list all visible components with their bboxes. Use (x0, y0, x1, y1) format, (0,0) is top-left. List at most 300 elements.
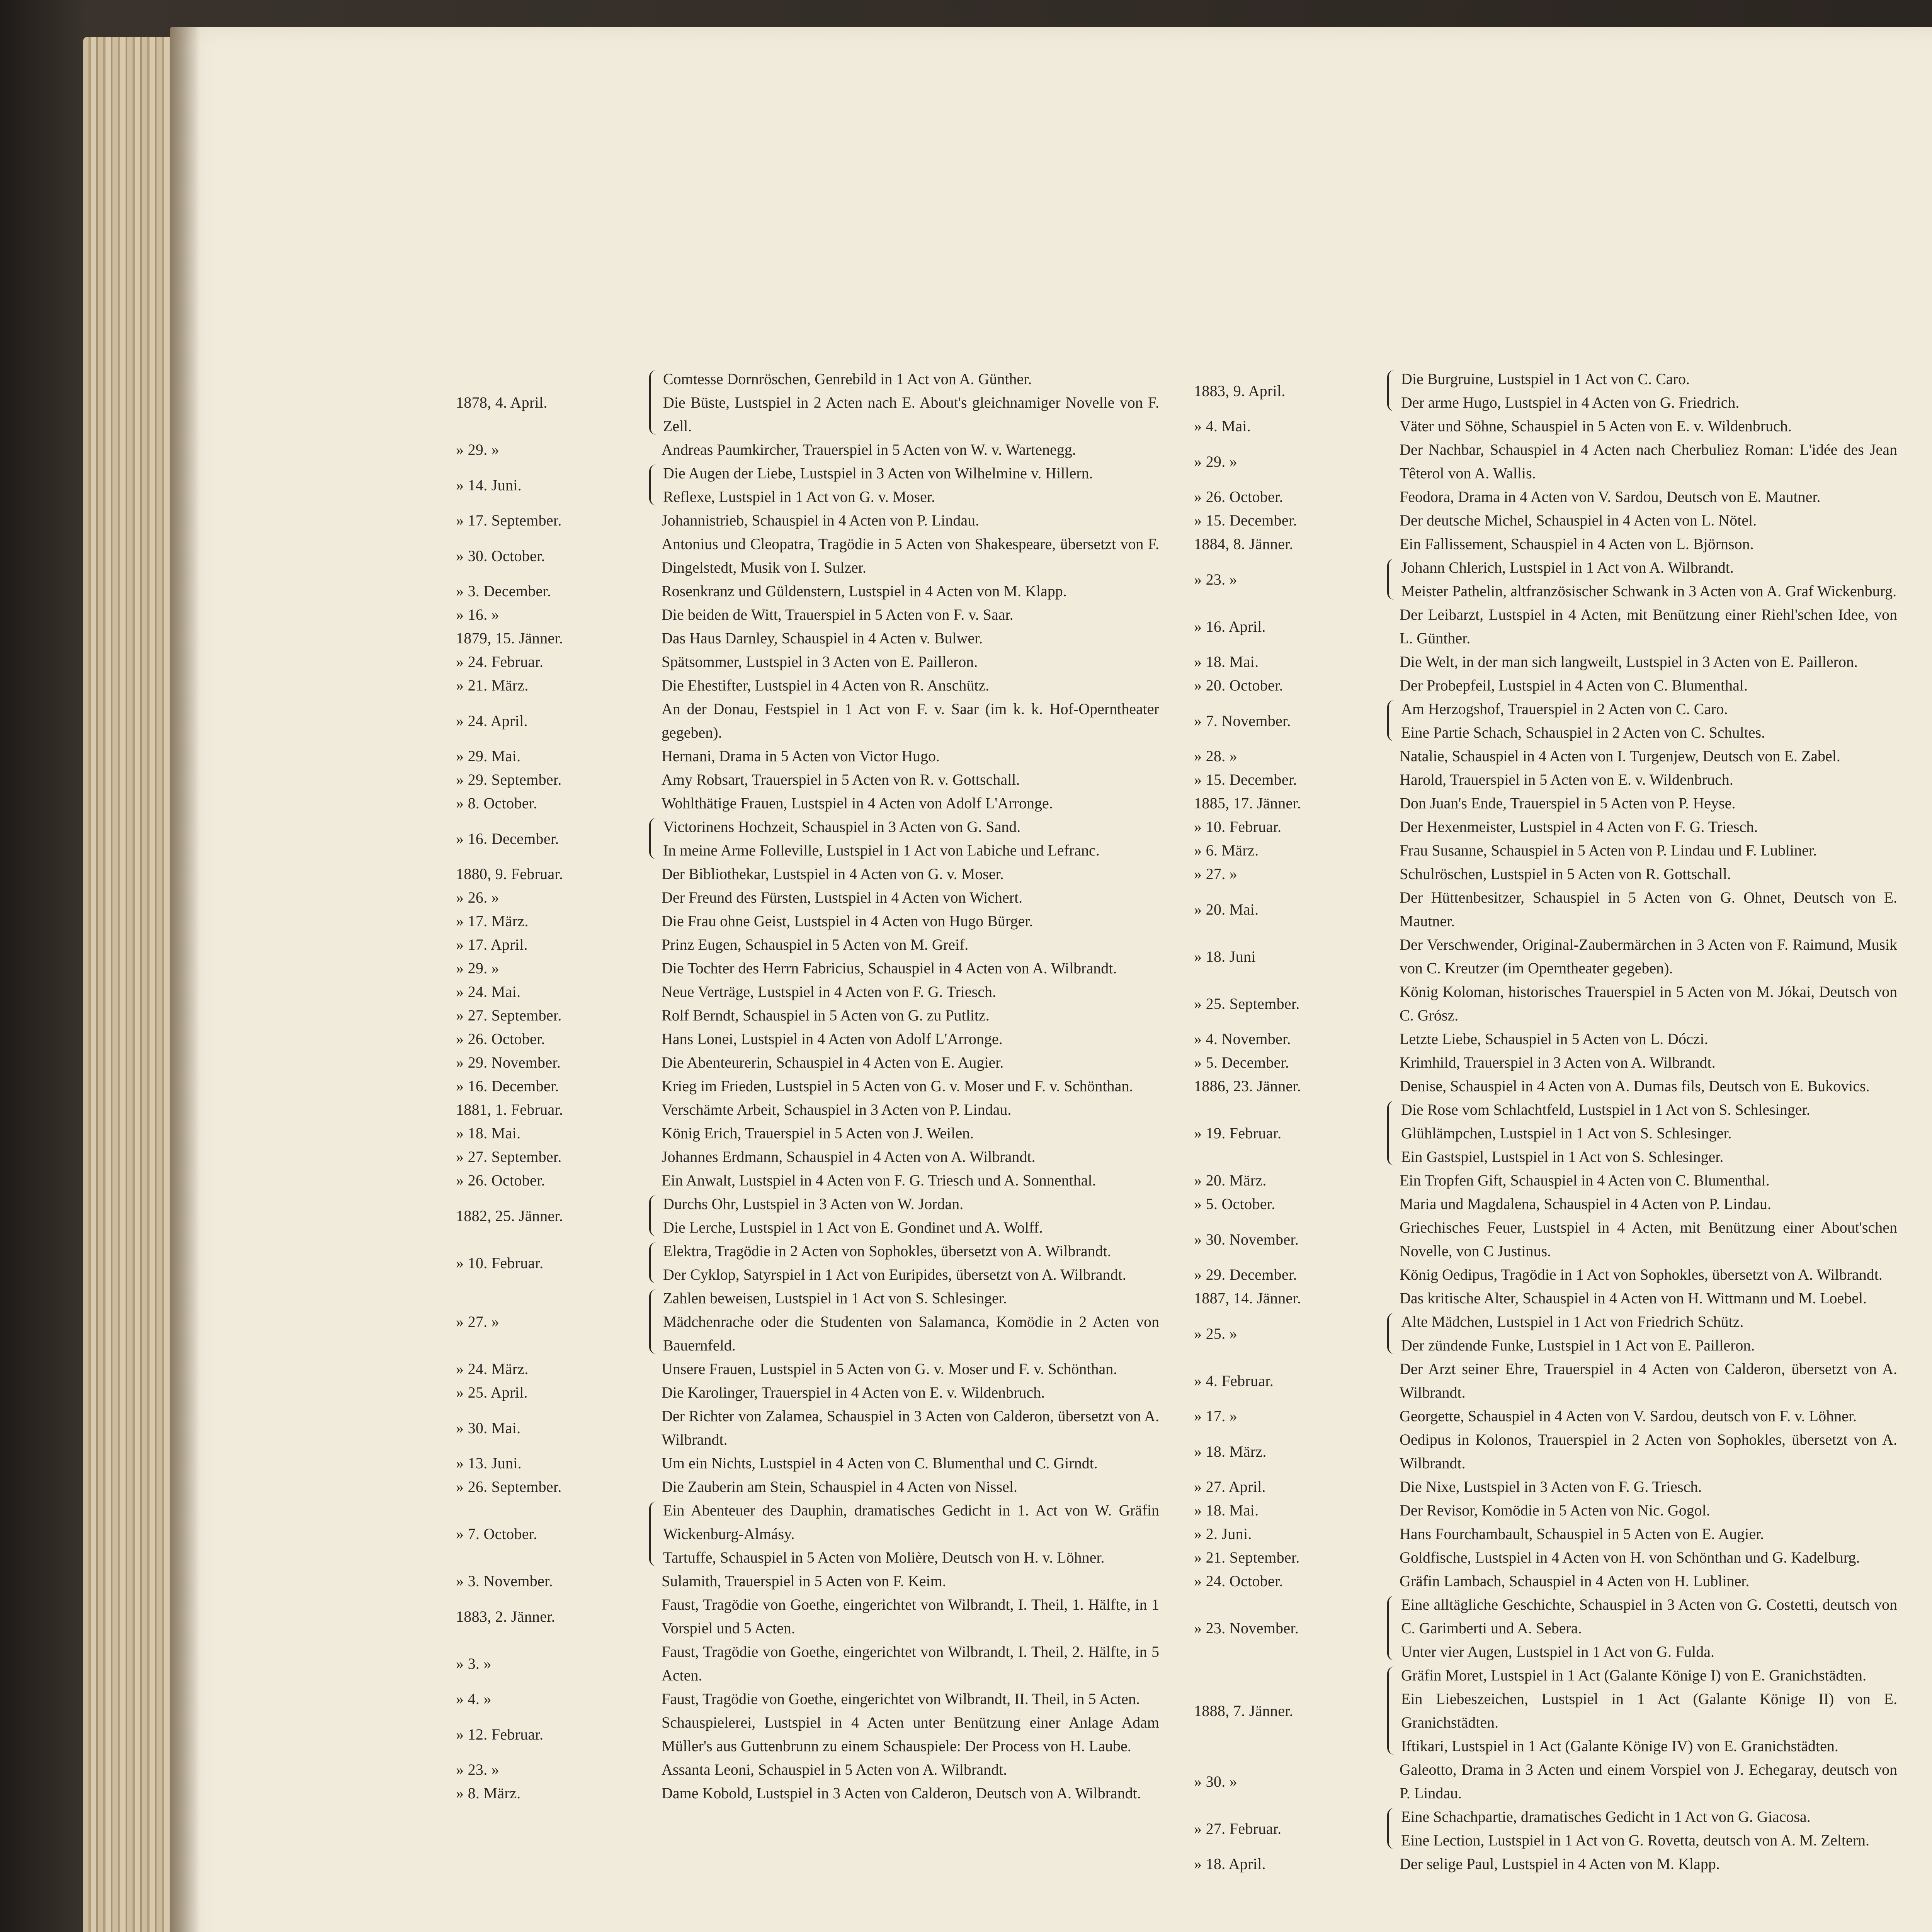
entry-date: » 26. September. (456, 1478, 562, 1495)
entry-works (663, 815, 1159, 862)
chronicle-entry (456, 1593, 1159, 1640)
chronicle-entry (456, 650, 1159, 673)
entry-date: » 8. März. (456, 1784, 521, 1802)
work-title: Die Tochter des Herrn Fabricius, Schauspiel in 4 Acten von A. Wilbrandt. (662, 959, 1117, 977)
entry-date: » 4. Mai. (1194, 417, 1251, 435)
work-title: Schauspielerei, Lustspiel in 4 Acten unter Benützung einer Anlage Adam Müller's aus Guttenbrunn zu einem Schauspiele: Der Process von H. Laube. (662, 1714, 1159, 1755)
work-title: Goldfische, Lustspiel in 4 Acten von H. von Schönthan und G. Kadelburg. (1400, 1549, 1860, 1566)
chronicle-entry (1194, 1663, 1897, 1758)
entry-date: » 29. » (1194, 452, 1238, 470)
work-title: König Oedipus, Tragödie in 1 Act von Sophokles, übersetzt von A. Wilbrandt. (1400, 1266, 1883, 1283)
entry-date: » 27. April. (1194, 1478, 1266, 1495)
work-title: Der zündende Funke, Lustspiel in 1 Act von E. Pailleron. (1401, 1337, 1755, 1354)
chronicle-entry (456, 1781, 1159, 1805)
chronicle-entry (456, 532, 1159, 579)
work-title: Der Leibarzt, Lustspiel in 4 Acten, mit Benützung einer Riehl'schen Idee, von L. Günther. (1400, 606, 1897, 647)
work-title: Die Karolinger, Trauerspiel in 4 Acten von E. v. Wildenbruch. (662, 1384, 1045, 1401)
chronicle-entry (456, 1098, 1159, 1121)
chronicle-entry (1194, 1286, 1897, 1310)
chronicle-entry (1194, 367, 1897, 414)
work-title: Rosenkranz und Güldenstern, Lustspiel in 4 Acten von M. Klapp. (662, 582, 1067, 600)
work-title: Krieg im Frieden, Lustspiel in 5 Acten von G. v. Moser und F. v. Schönthan. (662, 1077, 1133, 1095)
entry-works (1400, 438, 1897, 485)
grouping-brace (1387, 1596, 1399, 1660)
work-title: Krimhild, Trauerspiel in 3 Acten von A. Wilbrandt. (1400, 1054, 1716, 1071)
work-title: Don Juan's Ende, Trauerspiel in 5 Acten von P. Heyse. (1400, 794, 1736, 812)
chronicle-entry (1194, 1498, 1897, 1522)
entry-date: » 18. März. (1194, 1442, 1267, 1460)
entry-date: » 23. November. (1194, 1619, 1299, 1637)
entry-date: » 10. Februar. (1194, 818, 1282, 835)
work-title: Victorinens Hochzeit, Schauspiel in 3 Acten von G. Sand. (663, 818, 1021, 835)
work-title: Faust, Tragödie von Goethe, eingerichtet von Wilbrandt, I. Theil, 2. Hälfte, in 5 Acten. (662, 1643, 1159, 1684)
entry-date: » 30. November. (1194, 1230, 1299, 1248)
binding-shadow (170, 27, 201, 1932)
entry-date: » 20. März. (1194, 1172, 1267, 1189)
work-title: Die Augen der Liebe, Lustspiel in 3 Acten von Wilhelmine v. Hillern. (663, 464, 1093, 482)
entry-works (1400, 1216, 1897, 1263)
work-title: König Erich, Trauerspiel in 5 Acten von J. Weilen. (662, 1124, 974, 1142)
entry-date: » 18. Mai. (1194, 1502, 1259, 1519)
entry-works (1400, 1357, 1897, 1404)
work-title: Johannes Erdmann, Schauspiel in 4 Acten von A. Wilbrandt. (662, 1148, 1036, 1165)
work-title: Der Revisor, Komödie in 5 Acten von Nic. Gogol. (1400, 1502, 1710, 1519)
chronicle-entry (456, 367, 1159, 438)
chronicle-entry (456, 1239, 1159, 1286)
entry-date: » 24. März. (456, 1360, 529, 1378)
entry-date: » 29. » (456, 959, 500, 977)
entry-works (662, 1357, 1159, 1381)
chronicle-entry (1194, 1192, 1897, 1216)
grouping-brace (1387, 1313, 1399, 1354)
entry-date: » 27. » (456, 1313, 500, 1330)
entry-works (662, 1640, 1159, 1687)
entry-date: » 23. » (456, 1761, 500, 1778)
work-title: Tartuffe, Schauspiel in 5 Acten von Molière, Deutsch von H. v. Löhner. (663, 1549, 1105, 1566)
work-title: Hans Fourchambault, Schauspiel in 5 Acten von E. Augier. (1400, 1525, 1764, 1543)
work-title: Der Verschwender, Original-Zaubermärchen in 3 Acten von F. Raimund, Musik von C. Kreutzer (im Operntheater gegeben). (1400, 936, 1897, 977)
work-title: Am Herzogshof, Trauerspiel in 2 Acten von C. Caro. (1401, 700, 1728, 718)
chronicle-entry (1194, 1051, 1897, 1074)
chronicle-entry (1194, 532, 1897, 556)
entry-works (1401, 1805, 1897, 1852)
entry-date: » 5. October. (1194, 1195, 1276, 1213)
entry-works (663, 1192, 1159, 1239)
work-title: Die Welt, in der man sich langweilt, Lustspiel in 3 Acten von E. Pailleron. (1400, 653, 1858, 670)
chronicle-entry (456, 1404, 1159, 1451)
chronicle-entry (1194, 556, 1897, 603)
chronicle-entry (456, 886, 1159, 909)
work-title: Ein Liebeszeichen, Lustspiel in 1 Act (Galante Könige II) von E. Granichstädten. (1401, 1690, 1897, 1731)
work-title: Die Lerche, Lustspiel in 1 Act von E. Gondinet und A. Wolff. (663, 1219, 1043, 1236)
entry-date: 1884, 8. Jänner. (1194, 535, 1293, 553)
entry-works (662, 579, 1159, 603)
entry-works (1400, 1852, 1897, 1876)
chronicle-entry (1194, 650, 1897, 673)
entry-works (662, 626, 1159, 650)
entry-date: 1883, 2. Jänner. (456, 1607, 555, 1625)
entry-works (1400, 414, 1897, 438)
chronicle-entry (1194, 768, 1897, 791)
entry-works (662, 1781, 1159, 1805)
entry-date: » 5. December. (1194, 1054, 1289, 1071)
entry-date: » 30. » (1194, 1772, 1238, 1790)
work-title: Ein Abenteuer des Dauphin, dramatisches Gedicht in 1. Act von W. Gräfin Wickenburg-Almásy. (663, 1502, 1159, 1543)
work-title: Der deutsche Michel, Schauspiel in 4 Acten von L. Nötel. (1400, 512, 1757, 529)
entry-works (1400, 980, 1897, 1027)
entry-date: » 30. October. (456, 547, 545, 565)
chronicle-entry (1194, 933, 1897, 980)
chronicle-entry (456, 1381, 1159, 1404)
entry-date: » 3. November. (456, 1572, 553, 1590)
entry-works (1401, 1663, 1897, 1758)
work-title: Der Hüttenbesitzer, Schauspiel in 5 Acten von G. Ohnet, Deutsch von E. Mautner. (1400, 889, 1897, 930)
work-title: Eine Partie Schach, Schauspiel in 2 Acten von C. Schultes. (1401, 724, 1765, 741)
work-title: Eine Lection, Lustspiel in 1 Act von G. Rovetta, deutsch von A. M. Zeltern. (1401, 1832, 1870, 1849)
work-title: Comtesse Dornröschen, Genrebild in 1 Act von A. Günther. (663, 370, 1032, 388)
work-title: Das Haus Darnley, Schauspiel in 4 Acten v. Bulwer. (662, 629, 983, 647)
entry-works (663, 367, 1159, 438)
entry-date: » 6. März. (1194, 842, 1259, 859)
grouping-brace (1387, 1667, 1399, 1755)
chronicle-entry (456, 980, 1159, 1003)
entry-works (662, 532, 1159, 579)
entry-date: » 26. October. (1194, 488, 1283, 505)
entry-date: » 4. November. (1194, 1030, 1291, 1048)
entry-works (663, 461, 1159, 509)
entry-works (662, 980, 1159, 1003)
chronicle-entry (456, 1027, 1159, 1051)
chronicle-entry (1194, 1098, 1897, 1168)
chronicle-entry (456, 1051, 1159, 1074)
entry-works (662, 1451, 1159, 1475)
entry-works (1400, 862, 1897, 886)
entry-date: » 24. Mai. (456, 983, 521, 1000)
chronicle-entry (1194, 1216, 1897, 1263)
chronicle-entry (1194, 744, 1897, 768)
chronicle-entry (1194, 1522, 1897, 1546)
entry-works (662, 1168, 1159, 1192)
chronicle-entry (1194, 603, 1897, 650)
work-title: Ein Tropfen Gift, Schauspiel in 4 Acten von C. Blumenthal. (1400, 1172, 1770, 1189)
entry-date: 1888, 7. Jänner. (1194, 1702, 1293, 1719)
entry-works (1400, 768, 1897, 791)
entry-works (1400, 1428, 1897, 1475)
chronicle-entry (456, 862, 1159, 886)
work-title: König Koloman, historisches Trauerspiel in 5 Acten von M. Jókai, Deutsch von C. Grósz. (1400, 983, 1897, 1024)
entry-date: 1880, 9. Februar. (456, 865, 563, 883)
entry-works (662, 1145, 1159, 1168)
work-title: Die Frau ohne Geist, Lustspiel in 4 Acten von Hugo Bürger. (662, 912, 1033, 930)
chronicle-entry (456, 1569, 1159, 1593)
grouping-brace (1387, 700, 1399, 741)
chronicle-entry (456, 509, 1159, 532)
work-title: Assanta Leoni, Schauspiel in 5 Acten von A. Wilbrandt. (662, 1761, 1007, 1778)
grouping-brace (649, 1502, 661, 1566)
entry-works (663, 1239, 1159, 1286)
entry-date: » 16. December. (456, 830, 559, 847)
work-title: Eine Schachpartie, dramatisches Gedicht in 1 Act von G. Giacosa. (1401, 1808, 1811, 1825)
work-title: Der selige Paul, Lustspiel in 4 Acten von M. Klapp. (1400, 1855, 1720, 1872)
entry-date: » 28. » (1194, 747, 1238, 765)
entry-date: » 18. Mai. (1194, 653, 1259, 670)
chronicle-entry (456, 791, 1159, 815)
chronicle-entry (1194, 791, 1897, 815)
entry-date: » 18. Juni (1194, 947, 1256, 965)
chronicle-entry (456, 603, 1159, 626)
entry-date: » 24. October. (1194, 1572, 1283, 1590)
entry-works (1400, 1074, 1897, 1098)
entry-works (1400, 673, 1897, 697)
entry-date: » 27. » (1194, 865, 1238, 883)
entry-works (1400, 650, 1897, 673)
work-title: Der Cyklop, Satyrspiel in 1 Act von Euripides, übersetzt von A. Wilbrandt. (663, 1266, 1126, 1283)
work-title: Um ein Nichts, Lustspiel in 4 Acten von C. Blumenthal und C. Girndt. (662, 1454, 1098, 1472)
entry-date: » 13. Juni. (456, 1454, 522, 1472)
chronicle-entry (456, 1121, 1159, 1145)
entry-works (1400, 1498, 1897, 1522)
entry-works (662, 956, 1159, 980)
chronicle-entry (456, 673, 1159, 697)
entry-date: 1881, 1. Februar. (456, 1101, 563, 1118)
work-title: Andreas Paumkircher, Trauerspiel in 5 Acten von W. v. Wartenegg. (662, 441, 1076, 458)
chronicle-entry (1194, 1569, 1897, 1593)
grouping-brace (649, 1195, 661, 1236)
work-title: Der Arzt seiner Ehre, Trauerspiel in 4 Acten von Calderon, übersetzt von A. Wilbrandt. (1400, 1360, 1897, 1401)
entry-date: » 24. April. (456, 712, 528, 730)
work-title: In meine Arme Folleville, Lustspiel in 1 Act von Labiche und Lefranc. (663, 842, 1100, 859)
work-title: Zahlen beweisen, Lustspiel in 1 Act von S. Schlesinger. (663, 1289, 1007, 1307)
chronicle-entry (1194, 815, 1897, 838)
entry-works (1400, 1263, 1897, 1286)
grouping-brace (649, 1289, 661, 1354)
work-title: Faust, Tragödie von Goethe, eingerichtet von Wilbrandt, II. Theil, in 5 Acten. (662, 1690, 1140, 1708)
entry-works (662, 1098, 1159, 1121)
entry-date: » 17. » (1194, 1407, 1238, 1425)
work-title: Der Nachbar, Schauspiel in 4 Acten nach Cherbuliez Roman: L'idée des Jean Têterol von A. Wallis. (1400, 441, 1897, 482)
chronicle-entry (456, 1640, 1159, 1687)
entry-date: » 29. September. (456, 771, 562, 788)
work-title: Hans Lonei, Lustspiel in 4 Acten von Adolf L'Arronge. (662, 1030, 1003, 1048)
work-title: Letzte Liebe, Schauspiel in 5 Acten von L. Dóczi. (1400, 1030, 1708, 1048)
entry-date: » 17. September. (456, 512, 562, 529)
right-column (1194, 367, 1897, 1876)
entry-works (662, 1003, 1159, 1027)
entry-date: » 30. Mai. (456, 1419, 521, 1437)
entry-date: » 15. December. (1194, 512, 1297, 529)
work-title: Frau Susanne, Schauspiel in 5 Acten von P. Lindau und F. Lubliner. (1400, 842, 1817, 859)
entry-date: » 17. April. (456, 936, 528, 953)
work-title: Ein Anwalt, Lustspiel in 4 Acten von F. G. Triesch und A. Sonnenthal. (662, 1172, 1096, 1189)
entry-date: » 3. » (456, 1655, 492, 1672)
work-title: Der arme Hugo, Lustspiel in 4 Acten von G. Friedrich. (1401, 394, 1740, 411)
grouping-brace (1387, 1101, 1399, 1165)
entry-works (662, 933, 1159, 956)
chronicle-entry (1194, 509, 1897, 532)
chronicle-entry (1194, 438, 1897, 485)
entry-date: 1879, 15. Jänner. (456, 629, 563, 647)
chronicle-entry (456, 579, 1159, 603)
entry-date: » 17. März. (456, 912, 529, 930)
grouping-brace (649, 370, 661, 435)
entry-date: » 20. Mai. (1194, 900, 1259, 918)
work-title: Johann Chlerich, Lustspiel in 1 Act von A. Wilbrandt. (1401, 559, 1734, 576)
work-title: Feodora, Drama in 4 Acten von V. Sardou, Deutsch von E. Mautner. (1400, 488, 1821, 505)
entry-works (1401, 1098, 1897, 1168)
entry-works (1400, 791, 1897, 815)
entry-works (662, 1381, 1159, 1404)
entry-works (1400, 1758, 1897, 1805)
grouping-brace (1387, 370, 1399, 411)
work-title: Die Burgruine, Lustspiel in 1 Act von C. Caro. (1401, 370, 1690, 388)
entry-works (662, 1711, 1159, 1758)
chronicle-entry (1194, 485, 1897, 509)
work-title: Oedipus in Kolonos, Trauerspiel in 2 Acten von Sophokles, übersetzt von A. Wilbrandt. (1400, 1431, 1897, 1472)
chronicle-entry (1194, 1310, 1897, 1357)
chronicle-entry (1194, 886, 1897, 933)
entry-date: » 26. » (456, 889, 500, 906)
grouping-brace (1387, 1808, 1399, 1849)
entry-works (662, 1027, 1159, 1051)
entry-works (662, 1475, 1159, 1498)
entry-date: » 29. December. (1194, 1266, 1297, 1283)
work-title: Mädchenrache oder die Studenten von Salamanca, Komödie in 2 Acten von Bauernfeld. (663, 1313, 1159, 1354)
work-title: Die Büste, Lustspiel in 2 Acten nach E. About's gleichnamiger Novelle von F. Zell. (663, 394, 1159, 435)
entry-date: » 18. Mai. (456, 1124, 521, 1142)
work-title: Die Nixe, Lustspiel in 3 Acten von F. G. Triesch. (1400, 1478, 1702, 1495)
work-title: Das kritische Alter, Schauspiel in 4 Acten von H. Wittmann und M. Loebel. (1400, 1289, 1867, 1307)
entry-works (662, 1121, 1159, 1145)
work-title: Prinz Eugen, Schauspiel in 5 Acten von M. Greif. (662, 936, 969, 953)
entry-date: » 26. October. (456, 1172, 545, 1189)
chronicle-entry (456, 461, 1159, 509)
chronicle-entry (456, 956, 1159, 980)
entry-date: » 3. December. (456, 582, 551, 600)
chronicle-entry (1194, 697, 1897, 744)
entry-date: » 16. April. (1194, 617, 1266, 635)
entry-works (662, 909, 1159, 933)
entry-date: » 25. September. (1194, 995, 1300, 1012)
entry-works (1400, 1546, 1897, 1569)
chronicle-entry (456, 768, 1159, 791)
entry-works (662, 509, 1159, 532)
chronicle-entry (1194, 1168, 1897, 1192)
entry-works (662, 744, 1159, 768)
entry-date: » 26. October. (456, 1030, 545, 1048)
entry-date: » 7. October. (456, 1525, 537, 1543)
entry-works (662, 673, 1159, 697)
chronicle-entry (1194, 414, 1897, 438)
entry-works (662, 768, 1159, 791)
entry-date: » 25. » (1194, 1325, 1238, 1342)
entry-works (662, 1593, 1159, 1640)
entry-works (1400, 1168, 1897, 1192)
chronicle-entry (1194, 838, 1897, 862)
entry-date: » 7. November. (1194, 712, 1291, 730)
entry-works (662, 697, 1159, 744)
entry-date: 1886, 23. Jänner. (1194, 1077, 1301, 1095)
work-title: Wohlthätige Frauen, Lustspiel in 4 Acten von Adolf L'Arronge. (662, 794, 1053, 812)
chronicle-entry (456, 1357, 1159, 1381)
chronicle-entry (456, 1475, 1159, 1498)
entry-works (1400, 1404, 1897, 1428)
work-title: Georgette, Schauspiel in 4 Acten von V. Sardou, deutsch von F. v. Löhner. (1400, 1407, 1857, 1425)
entry-works (1400, 1192, 1897, 1216)
work-title: Eine alltägliche Geschichte, Schauspiel in 3 Acten von G. Costetti, deutsch von C. Garimberti und A. Sebera. (1401, 1596, 1897, 1637)
entry-date: » 16. December. (456, 1077, 559, 1095)
work-title: Hernani, Drama in 5 Acten von Victor Hugo. (662, 747, 940, 765)
entry-date: » 27. Februar. (1194, 1820, 1282, 1837)
work-title: Schulröschen, Lustspiel in 5 Acten von R. Gottschall. (1400, 865, 1731, 883)
entry-date: » 19. Februar. (1194, 1124, 1282, 1142)
entry-works (1401, 1593, 1897, 1663)
work-title: Spätsommer, Lustspiel in 3 Acten von E. Pailleron. (662, 653, 978, 670)
entry-date: » 27. September. (456, 1007, 562, 1024)
entry-works (1400, 815, 1897, 838)
chronicle-entry (456, 744, 1159, 768)
work-title: Der Probepfeil, Lustspiel in 4 Acten von C. Blumenthal. (1400, 677, 1748, 694)
entry-works (1400, 1027, 1897, 1051)
work-title: Natalie, Schauspiel in 4 Acten von I. Turgenjew, Deutsch von E. Zabel. (1400, 747, 1840, 765)
work-title: Faust, Tragödie von Goethe, eingerichtet von Wilbrandt, I. Theil, 1. Hälfte, in 1 Vorspiel und 5 Acten. (662, 1596, 1159, 1637)
entry-date: 1882, 25. Jänner. (456, 1207, 563, 1225)
chronicle-entry (1194, 1357, 1897, 1404)
work-title: Der Bibliothekar, Lustspiel in 4 Acten von G. v. Moser. (662, 865, 1004, 883)
chronicle-entry (456, 909, 1159, 933)
grouping-brace (1387, 559, 1399, 600)
entry-works (1401, 1310, 1897, 1357)
entry-works (1401, 697, 1897, 744)
chronicle-entry (1194, 862, 1897, 886)
entry-date: » 16. » (456, 606, 500, 623)
left-column (456, 367, 1159, 1805)
chronicle-entry (1194, 1404, 1897, 1428)
work-title: Die Ehestifter, Lustspiel in 4 Acten von R. Anschütz. (662, 677, 990, 694)
work-title: Verschämte Arbeit, Schauspiel in 3 Acten von P. Lindau. (662, 1101, 1012, 1118)
chronicle-entry (456, 1758, 1159, 1781)
work-title: Elektra, Tragödie in 2 Acten von Sophokles, übersetzt von A. Wilbrandt. (663, 1242, 1111, 1260)
entry-works (662, 1687, 1159, 1711)
entry-works (1400, 1051, 1897, 1074)
chronicle-entry (456, 933, 1159, 956)
chronicle-entry (1194, 1758, 1897, 1805)
entry-date: » 29. November. (456, 1054, 561, 1071)
entry-works (1400, 532, 1897, 556)
work-title: Maria und Magdalena, Schauspiel in 4 Acten von P. Lindau. (1400, 1195, 1772, 1213)
chronicle-entry (456, 1711, 1159, 1758)
chronicle-entry (456, 1074, 1159, 1098)
chronicle-entry (456, 1145, 1159, 1168)
entry-works (662, 650, 1159, 673)
work-title: Neue Verträge, Lustspiel in 4 Acten von F. G. Triesch. (662, 983, 996, 1000)
work-title: Väter und Söhne, Schauspiel in 5 Acten von E. v. Wildenbruch. (1400, 417, 1792, 435)
entry-works (1400, 744, 1897, 768)
chronicle-entry (456, 1687, 1159, 1711)
work-title: Harold, Trauerspiel in 5 Acten von E. v. Wildenbruch. (1400, 771, 1733, 788)
entry-date: » 2. Juni. (1194, 1525, 1252, 1543)
entry-works (1400, 485, 1897, 509)
chronicle-entry (456, 1286, 1159, 1357)
chronicle-entry (1194, 1593, 1897, 1663)
entry-date: » 21. März. (456, 677, 529, 694)
chronicle-entry (1194, 1852, 1897, 1876)
work-title: An der Donau, Festspiel in 1 Act von F. v. Saar (im k. k. Hof-Operntheater gegeben). (662, 700, 1159, 741)
work-title: Der Richter von Zalamea, Schauspiel in 3 Acten von Calderon, übersetzt von A. Wilbrandt. (662, 1407, 1159, 1448)
entry-works (662, 1051, 1159, 1074)
entry-date: » 12. Februar. (456, 1725, 544, 1743)
entry-date: » 29. » (456, 441, 500, 458)
entry-date: » 18. April. (1194, 1855, 1266, 1872)
